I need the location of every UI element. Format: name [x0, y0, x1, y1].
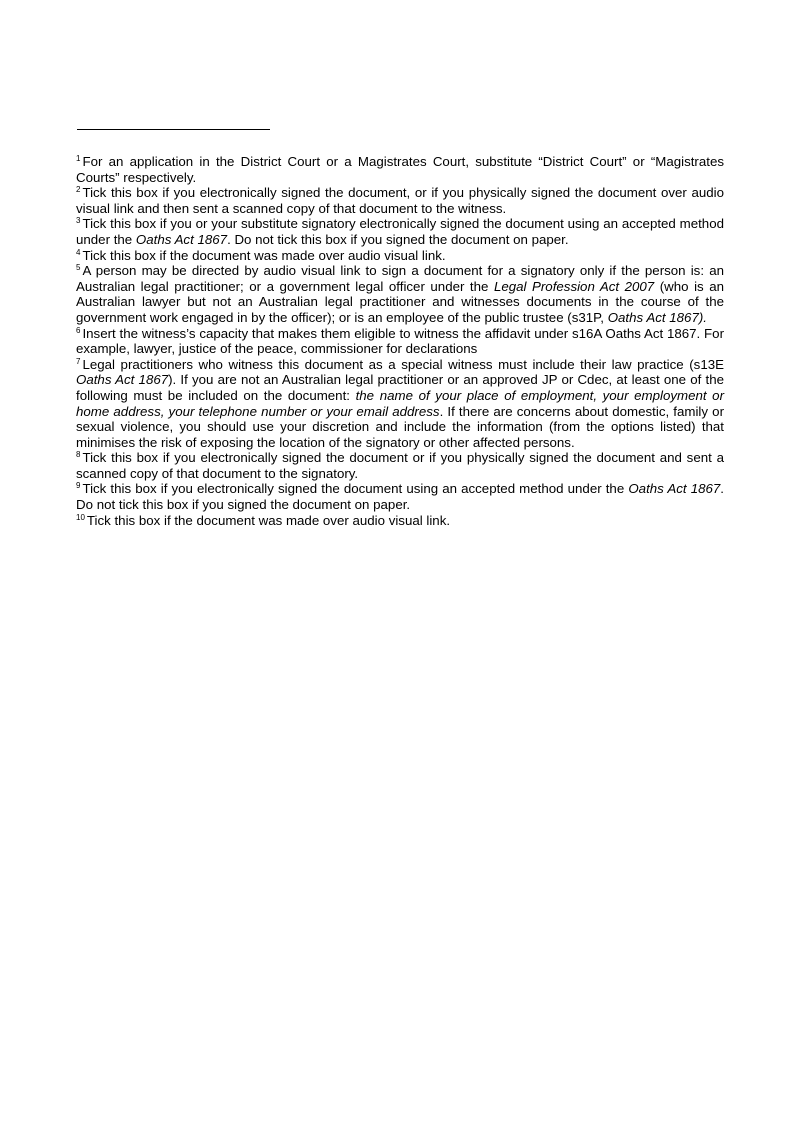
footnote-text: Tick this box if you electronically signed the document or if you physically signed the document and sent a scanned copy of that document to the signatory.: [76, 450, 724, 481]
footnote-italic-text: Oaths Act 1867: [628, 481, 721, 497]
footnote-9: [76, 481, 724, 512]
footnote-italic-text: Oaths Act 1867: [76, 372, 169, 388]
footnote-italic-text: Legal Profession Act 2007: [493, 278, 655, 294]
footnote-text: Legal practitioners who witness this document as a special witness must include their law practice (s13E: [82, 356, 724, 372]
footnote-number: 6: [76, 325, 81, 335]
footnote-text: For an application in the District Court or a Magistrates Court, substitute “District Court” or “Magistrates Courts” respectively.: [76, 154, 724, 185]
footnote-3: [76, 216, 724, 247]
footnote-6: [76, 326, 724, 357]
footnote-10: [76, 513, 724, 529]
footnote-8: [76, 450, 724, 481]
footnote-separator: [77, 129, 270, 130]
footnote-italic-text: Oaths Act 1867).: [607, 309, 707, 325]
footnote-text: Tick this box if you or your substitute signatory electronically signed the document using an accepted method under the: [76, 216, 724, 247]
footnote-1: [76, 154, 724, 185]
footnote-number: 10: [76, 512, 85, 522]
footnote-text: . Do not tick this box if you signed the document on paper.: [76, 481, 724, 513]
footnote-number: 7: [76, 356, 81, 366]
footnote-number: 9: [76, 481, 81, 491]
footnote-text: Tick this box if the document was made over audio visual link.: [86, 512, 451, 528]
footnote-number: 3: [76, 216, 81, 226]
footnote-italic-text: Oaths Act 1867: [135, 231, 228, 247]
footnote-7: [76, 357, 724, 451]
footnote-text: . If there are concerns about domestic, family or sexual violence, you should use your discretion and include the information (from the options listed) that minimises the risk of exposing the location of the signatory or other affected persons.: [76, 403, 725, 450]
footnote-4: [76, 248, 724, 264]
footnote-text: Tick this box if the document was made over audio visual link.: [82, 247, 446, 263]
footnote-italic-text: the name of your place of employment, your employment or home address, your telephone number or your email address: [76, 387, 724, 419]
footnote-number: 2: [76, 185, 81, 195]
footnote-text: (who is an Australian lawyer but not an Australian legal practitioner and witnesses documents in the course of the government work engaged in by the officer); or is an employee of the public trustee (s31P,: [76, 278, 724, 325]
footnote-number: 5: [76, 263, 81, 273]
footnote-2: [76, 185, 724, 216]
footnote-text: Insert the witness’s capacity that makes them eligible to witness the affidavit under s16A Oaths Act 1867. For example, lawyer, justice of the peace, commissioner for declarations: [76, 325, 724, 357]
footnote-text: A person may be directed by audio visual link to sign a document for a signatory only if the person is: an Australian legal practitioner; or a government legal officer under the: [76, 263, 724, 294]
footnote-text: Tick this box if you electronically signed the document using an accepted method under the: [82, 481, 629, 497]
footnote-number: 4: [76, 247, 81, 257]
footnote-text: ). If you are not an Australian legal practitioner or an approved JP or Cdec, at least one of the following must be included on the document:: [76, 372, 724, 403]
footnote-text: Tick this box if you electronically signed the document, or if you physically signed the document over audio visual link and then sent a scanned copy of that document to the witness.: [76, 185, 724, 216]
footnote-number: 1: [76, 154, 81, 163]
footnote-text: . Do not tick this box if you signed the document on paper.: [227, 231, 569, 247]
footnote-5: [76, 263, 724, 325]
footnotes-section: [76, 154, 724, 528]
footnote-number: 8: [76, 450, 81, 460]
